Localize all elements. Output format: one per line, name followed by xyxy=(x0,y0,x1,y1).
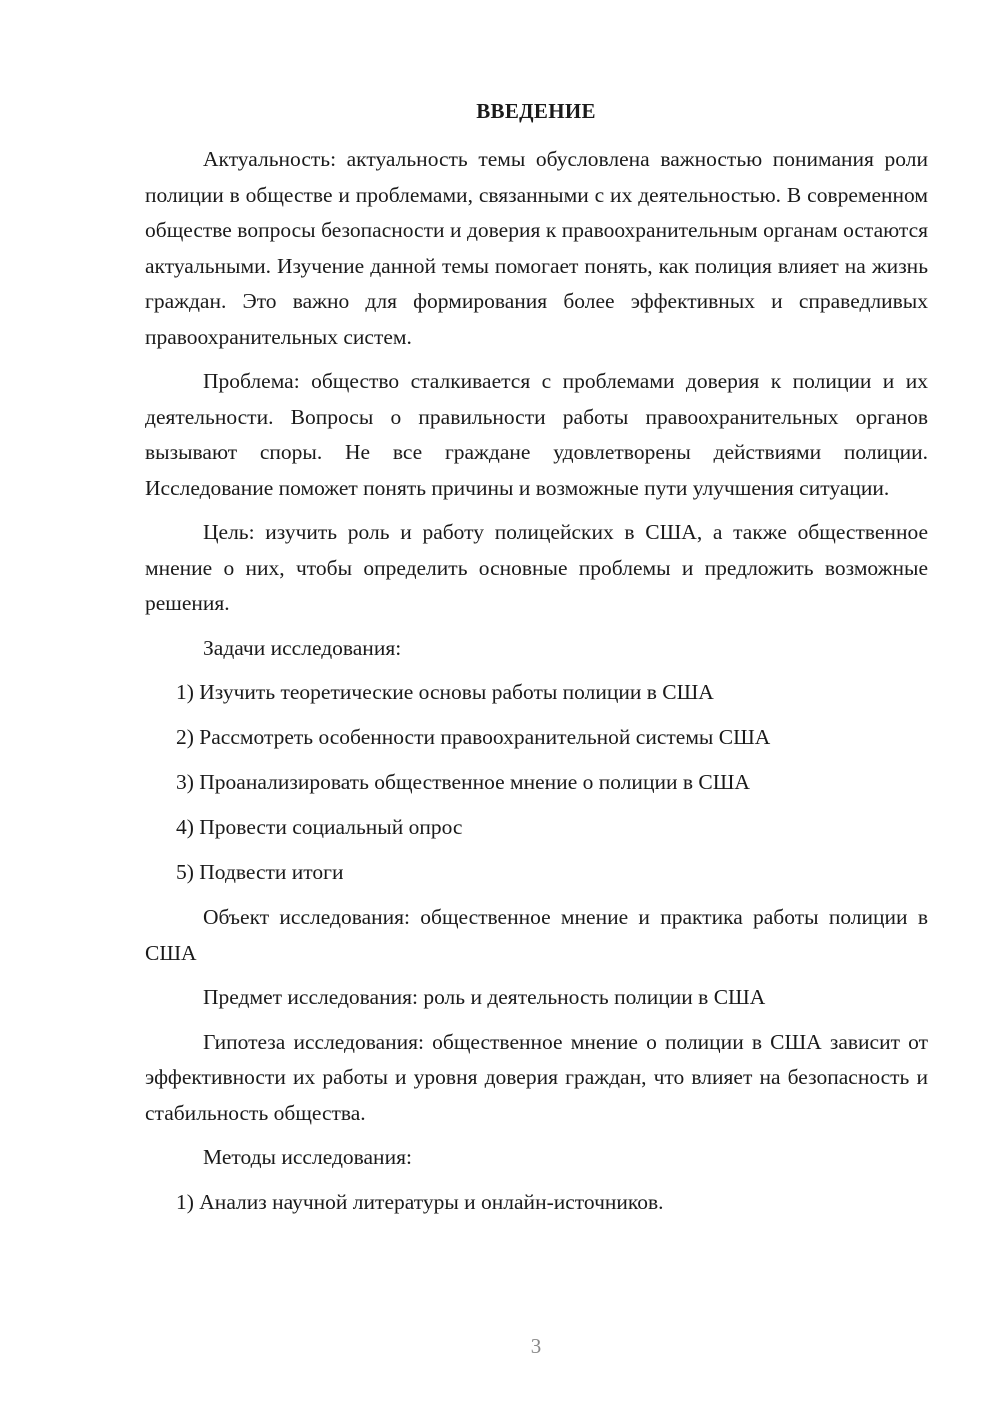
list-item: 1) Анализ научной литературы и онлайн-источников. xyxy=(176,1189,664,1214)
tasks-list xyxy=(145,675,928,891)
paragraph-goal: Цель: изучить роль и работу полицейских в США, а также общественное мнение о них, чтобы определить основные проблемы и предложить возможные решения. xyxy=(145,520,928,615)
paragraph-subject: Предмет исследования: роль и деятельность полиции в США xyxy=(203,985,766,1009)
list-item: 3) Проанализировать общественное мнение о полиции в США xyxy=(176,770,750,794)
list-item: 4) Провести социальный опрос xyxy=(176,815,463,839)
page-number: 3 xyxy=(530,1334,542,1358)
paragraph-object: Объект исследования: общественное мнение и практика работы полиции в США xyxy=(145,905,928,965)
list-item: 1) Изучить теоретические основы работы полиции в США xyxy=(176,680,714,704)
paragraph-hypothesis: Гипотеза исследования: общественное мнение о полиции в США зависит от эффективности их работы и уровня доверия граждан, что влияет на безопасность и стабильность общества. xyxy=(145,1029,928,1125)
paragraph-relevance: Актуальность: актуальность темы обусловлена важностью понимания роли полиции в обществе и проблемами, связанными с их деятельностью. В современном обществе вопросы безопасности и доверия к правоохранительным органам остаются актуальными. Изучение данной темы помогает понять, как полиция влияет на жизнь граждан. Это важно для формирования более эффективных и справедливых правоохранительных систем. xyxy=(145,147,928,349)
page-title: ВВЕДЕНИЕ xyxy=(476,99,596,123)
tasks-heading: Задачи исследования: xyxy=(203,635,402,660)
paragraph-problem: Проблема: общество сталкивается с проблемами доверия к полиции и их деятельности. Вопросы о правильности работы правоохранительных органов вызывают споры. Не все граждане удовлетворены действиями полиции. Исследование поможет понять причины и возможные пути улучшения ситуации. xyxy=(145,369,928,500)
methods-list xyxy=(145,1185,928,1221)
list-item: 5) Подвести итоги xyxy=(176,860,344,884)
document-body xyxy=(145,142,928,1230)
list-item: 2) Рассмотреть особенности правоохранительной системы США xyxy=(176,725,771,749)
methods-heading: Методы исследования: xyxy=(203,1145,412,1169)
